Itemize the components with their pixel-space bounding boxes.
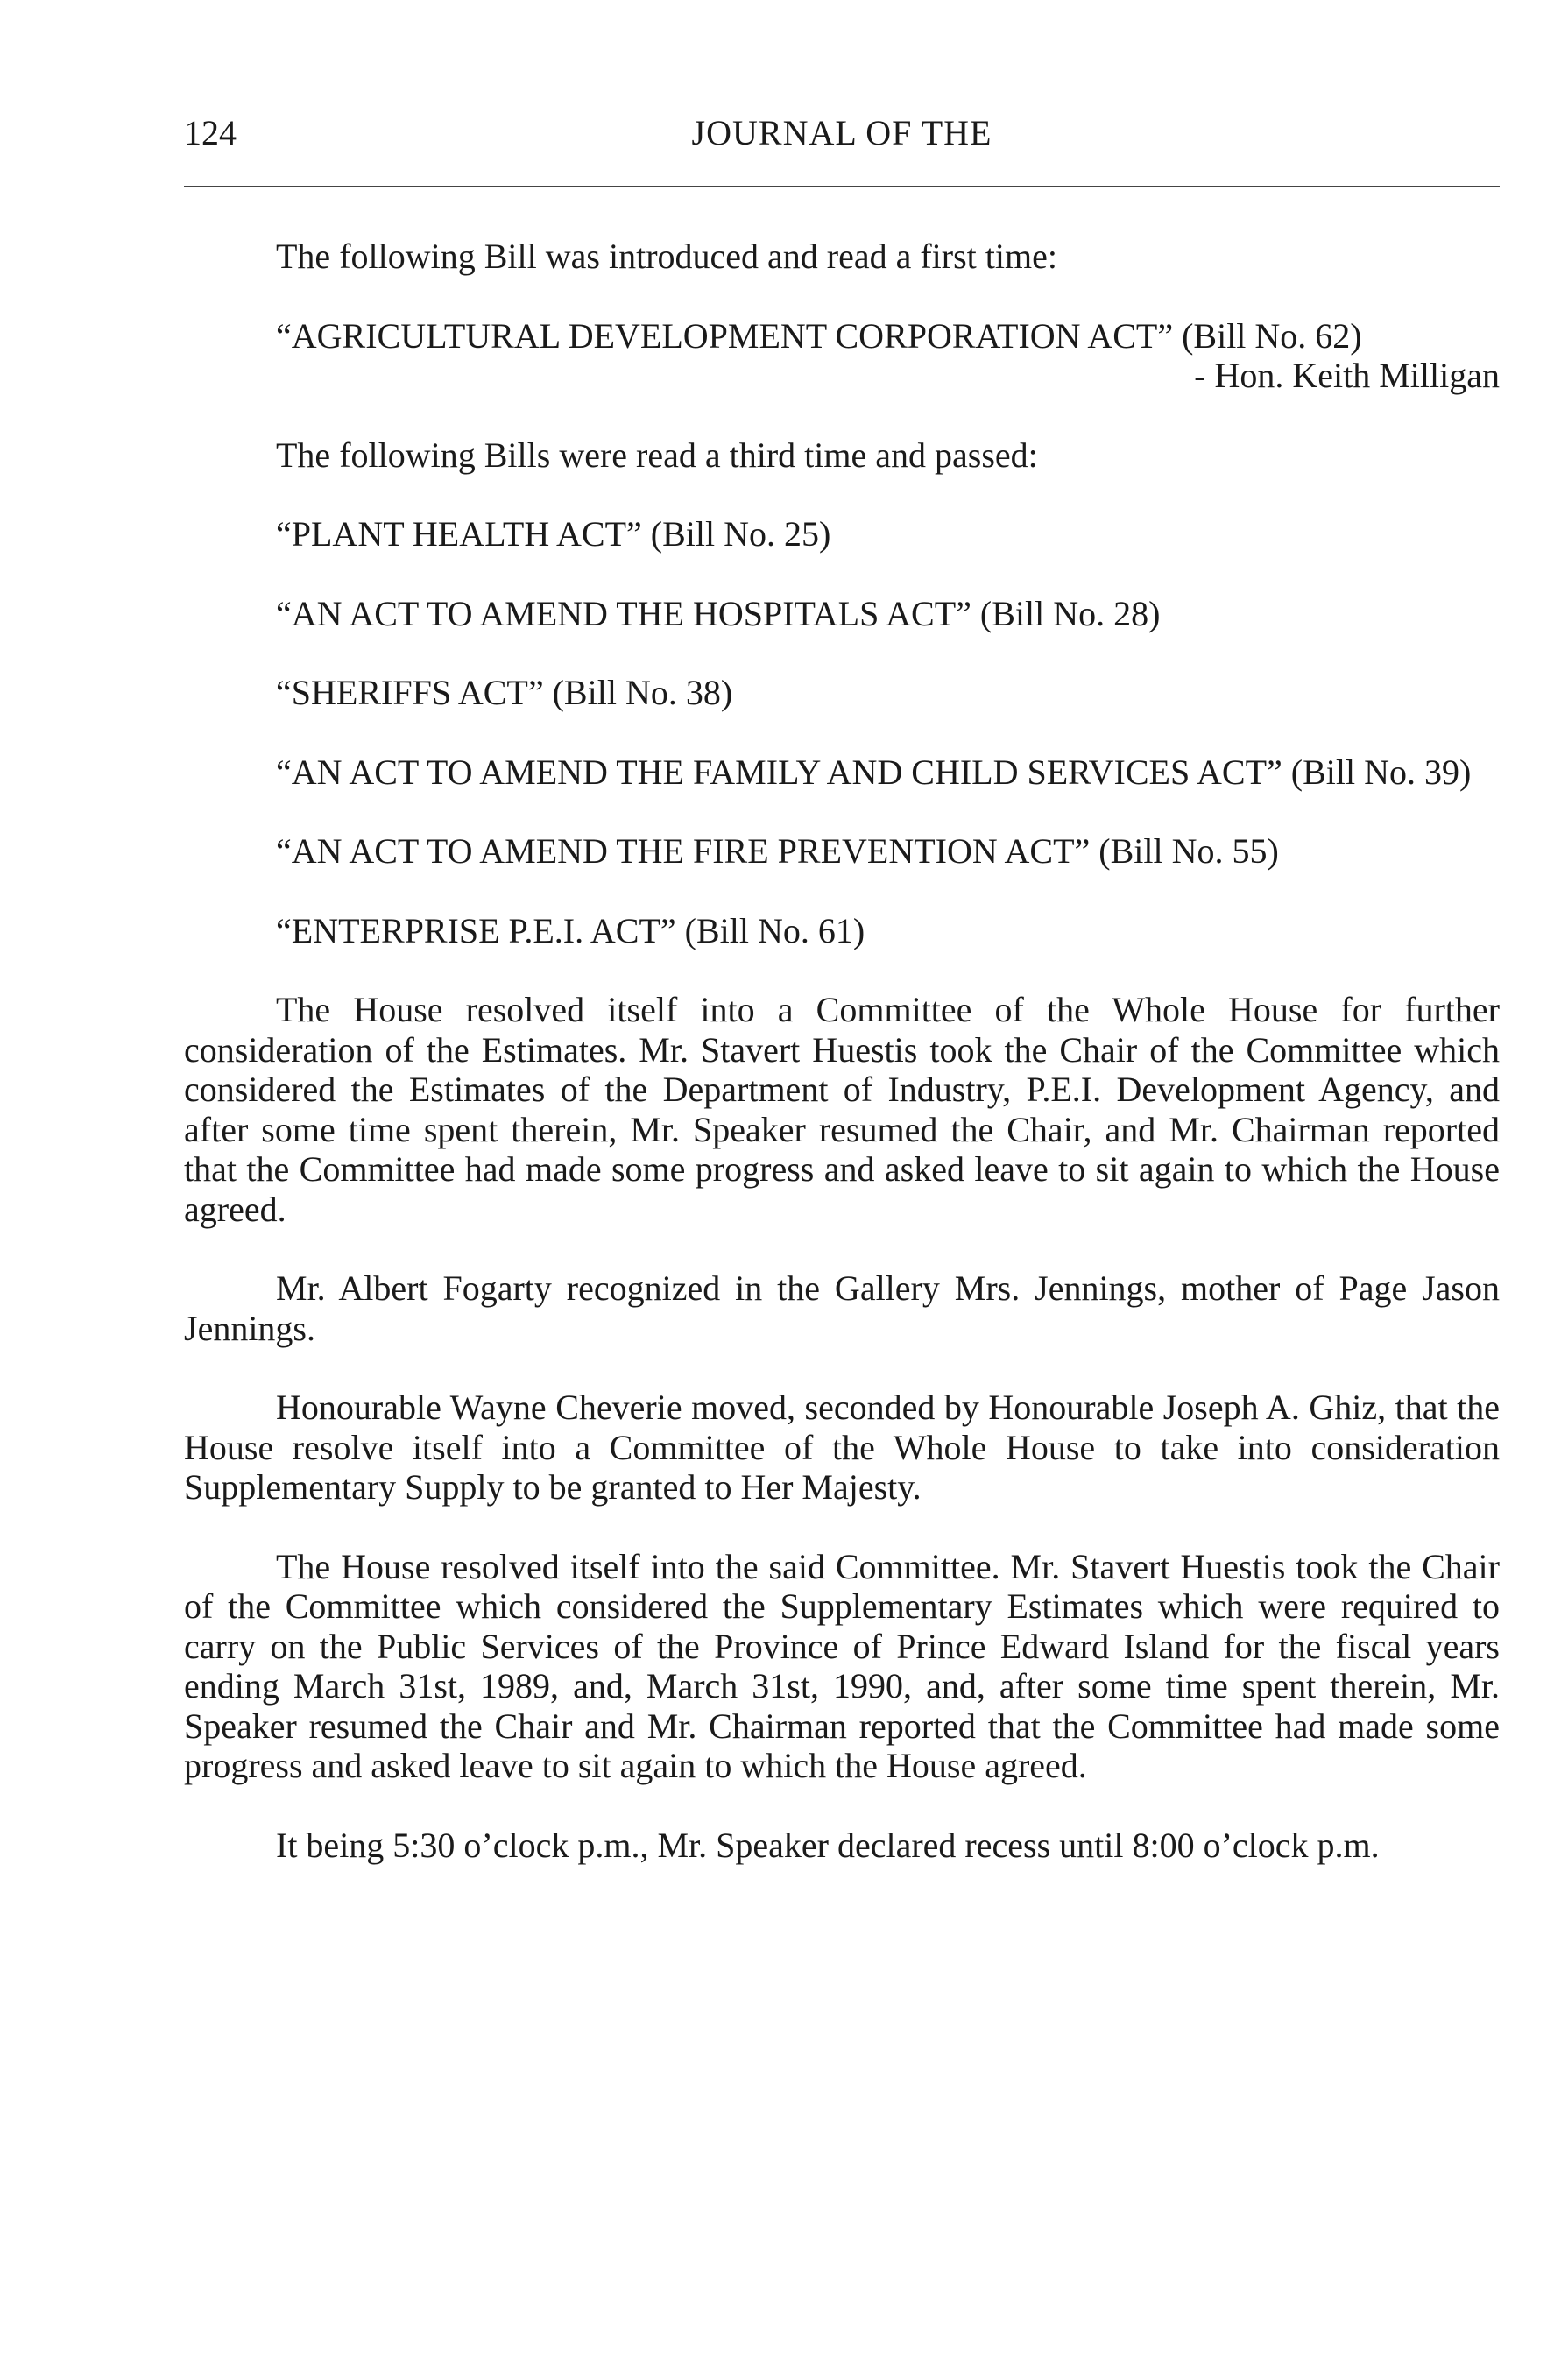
spacer <box>184 277 1500 316</box>
spacer <box>184 1229 1500 1268</box>
spacer <box>184 554 1500 594</box>
recess-paragraph: It being 5:30 o’clock p.m., Mr. Speaker declared recess until 8:00 o’clock p.m. <box>276 1825 1380 1865</box>
spacer <box>184 633 1500 673</box>
bill-item: “AN ACT TO AMEND THE FAMILY AND CHILD SERVICES ACT” (Bill No. 39) <box>276 752 1472 792</box>
page-number: 124 <box>184 113 237 152</box>
bill-item: “AGRICULTURAL DEVELOPMENT CORPORATION ACT” (Bill No. 62) <box>276 315 1362 356</box>
spacer <box>184 475 1500 514</box>
page-header <box>184 112 1500 165</box>
committee-paragraph: The House resolved itself into a Committee of the Whole House for further consideration of the Estimates. Mr. Stavert Huestis took the Chair of the Committee which considered the Estimates of the Department of Industry, P.E.I. Development Agency, and after some time spent therein, Mr. Speaker resumed the Chair, and Mr. Chairman reported that the Committee had made some progress and asked leave to sit again to which the House agreed. <box>184 990 1500 1229</box>
first-reading-intro: The following Bill was introduced and read a first time: <box>276 237 1057 276</box>
spacer <box>184 1348 1500 1388</box>
supply-paragraph: The House resolved itself into the said Committee. Mr. Stavert Huestis took the Chair of the Committee which considered the Supplementary Estimates which were required to carry on the Public Services of the Province of Prince Edward Island for the fiscal years ending March 31st, 1989, and, March 31st, 1990, and, after some time spent therein, Mr. Speaker resumed the Chair and Mr. Chairman reported that the Committee had made some progress and asked leave to sit again to which the House agreed. <box>184 1546 1500 1785</box>
spacer <box>184 792 1500 831</box>
bill-item: “PLANT HEALTH ACT” (Bill No. 25) <box>276 514 831 554</box>
bill-sponsor: - Hon. Keith Milligan <box>1194 356 1500 395</box>
spacer <box>184 872 1500 911</box>
bill-item: “AN ACT TO AMEND THE HOSPITALS ACT” (Bill No. 28) <box>276 593 1161 633</box>
motion-paragraph: Honourable Wayne Cheverie moved, seconded by Honourable Joseph A. Ghiz, that the House resolve itself into a Committee of the Whole House to take into consideration Supplementary Supply to be granted to Her Majesty. <box>184 1388 1500 1507</box>
spacer <box>184 950 1500 990</box>
spacer <box>184 396 1500 435</box>
third-reading-intro: The following Bills were read a third time and passed: <box>276 434 1038 475</box>
bill-item: “SHERIFFS ACT” (Bill No. 38) <box>276 673 733 712</box>
gallery-paragraph: Mr. Albert Fogarty recognized in the Gallery Mrs. Jennings, mother of Page Jason Jennings. <box>184 1268 1500 1348</box>
journal-body <box>184 237 1500 1865</box>
bill-item: “AN ACT TO AMEND THE FIRE PREVENTION ACT” (Bill No. 55) <box>276 831 1279 871</box>
spacer <box>184 713 1500 752</box>
spacer <box>184 1508 1500 1547</box>
header-rule <box>184 186 1500 187</box>
running-head: JOURNAL OF THE <box>691 113 992 152</box>
spacer <box>184 1786 1500 1826</box>
bill-item: “ENTERPRISE P.E.I. ACT” (Bill No. 61) <box>276 910 865 950</box>
